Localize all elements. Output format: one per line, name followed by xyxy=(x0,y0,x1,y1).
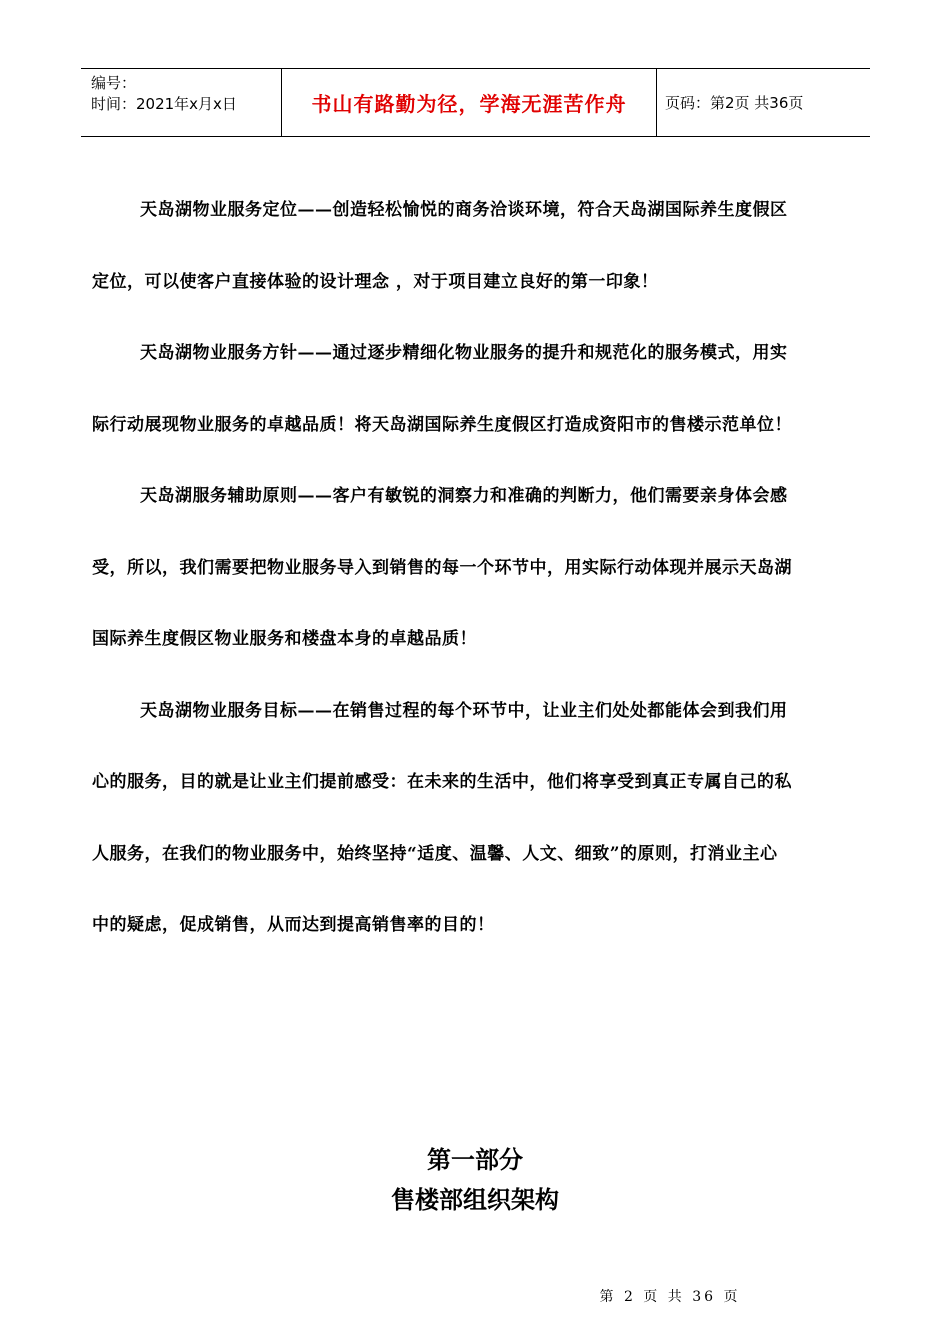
text-line: 中的疑虑，促成销售，从而达到提高销售率的目的！ xyxy=(92,915,495,935)
text-line: 国际养生度假区物业服务和楼盘本身的卓越品质！ xyxy=(92,629,477,649)
section-heading xyxy=(0,1140,950,1220)
document-header xyxy=(81,68,870,137)
page-footer: 第 2 页 共 36 页 xyxy=(599,1289,741,1305)
paragraph-policy xyxy=(92,318,862,461)
number-label: 编号： xyxy=(91,74,137,92)
text-line: 人服务，在我们的物业服务中，始终坚持“适度、温馨、人文、细致”的原则，打消业主心 xyxy=(92,843,778,864)
time-label: 时间：2021年x月x日 xyxy=(91,95,237,113)
section-title: 售楼部组织架构 xyxy=(391,1185,559,1214)
text-line: 受，所以，我们需要把物业服务导入到销售的每一个环节中，用实际行动体现并展示天岛湖 xyxy=(92,557,792,578)
text-line: 天岛湖物业服务方针——通过逐步精细化物业服务的提升和规范化的服务模式，用实 xyxy=(140,343,788,363)
text-line: 天岛湖物业服务目标——在销售过程的每个环节中，让业主们处处都能体会到我们用 xyxy=(140,700,788,721)
header-meta xyxy=(81,69,281,136)
text-line: 心的服务，目的就是让业主们提前感受：在未来的生活中，他们将享受到真正专属自己的私 xyxy=(92,772,792,792)
text-line: 定位，可以使客户直接体验的设计理念 ，对于项目建立良好的第一印象！ xyxy=(92,271,659,292)
body-text xyxy=(92,175,862,962)
paragraph-principle xyxy=(92,461,862,676)
section-part: 第一部分 xyxy=(427,1145,523,1174)
header-motto: 书山有路勤为径，学海无涯苦作舟 xyxy=(281,69,657,136)
paragraph-goal xyxy=(92,676,862,962)
header-page-info: 页码：第2页 共36页 xyxy=(665,94,804,112)
text-line: 天岛湖物业服务定位——创造轻松愉悦的商务洽谈环境，符合天岛湖国际养生度假区 xyxy=(140,200,788,220)
paragraph-positioning xyxy=(92,175,862,318)
text-line: 天岛湖服务辅助原则——客户有敏锐的洞察力和准确的判断力，他们需要亲身体会感 xyxy=(140,486,788,506)
text-line: 际行动展现物业服务的卓越品质！将天岛湖国际养生度假区打造成资阳市的售楼示范单位！ xyxy=(92,414,792,435)
